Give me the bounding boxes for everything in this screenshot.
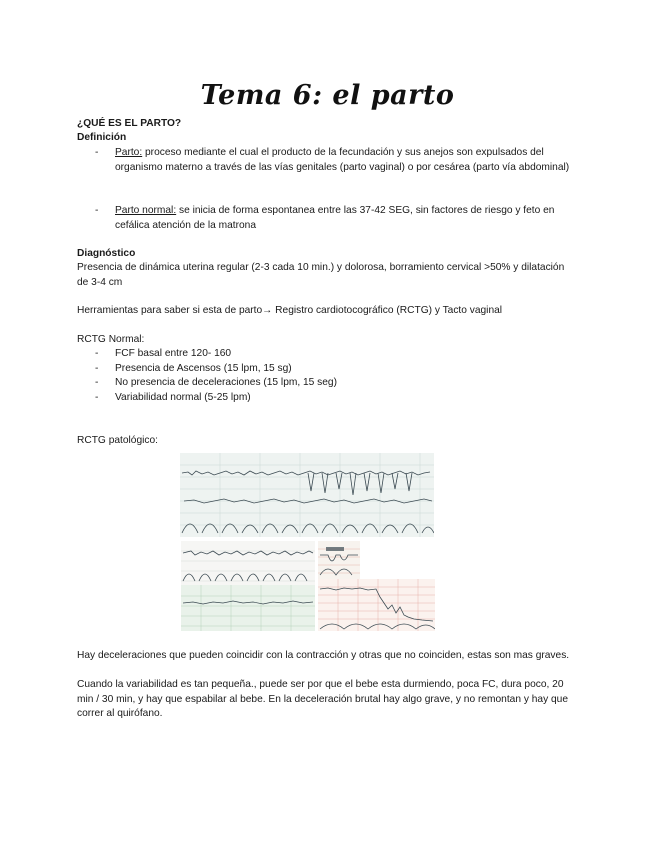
rctg-normal-item: Presencia de Ascensos (15 lpm, 15 sg): [115, 363, 292, 374]
rctg-normal-item: FCF basal entre 120- 160: [115, 348, 232, 359]
rctg-normal-item: No presencia de deceleraciones (15 lpm, 15 seg): [115, 377, 337, 388]
ctg-deceleration-image: [318, 579, 435, 631]
list-dash: -: [95, 363, 99, 374]
paragraph-decelerations: Hay deceleraciones que pueden coincidir con la contracción y otras que no coinciden, estas son mas graves.: [77, 650, 570, 661]
list-dash: -: [95, 348, 99, 359]
rctg-normal-item: Variabilidad normal (5-25 lpm): [115, 392, 251, 403]
ctg-trace-image: [181, 541, 315, 631]
rctg-normal-heading: RCTG Normal:: [77, 334, 145, 345]
page-title: Tema 6: el parto: [200, 80, 455, 111]
ctg-strip-image: [180, 453, 434, 537]
tools-text: Herramientas para saber si esta de parto→ Registro cardiotocográfico (RCTG) y Tacto vaginal: [77, 305, 503, 316]
section-question-heading: ¿QUÉ ES EL PARTO?: [77, 118, 182, 129]
diagnosis-text: Presencia de dinámica uterina regular (2-3 cada 10 min.) y dolorosa, borramiento cervical >50% y dilatación de 3-4 cm: [77, 262, 565, 288]
paragraph-variability: Cuando la variabilidad es tan pequeña., puede ser por que el bebe esta durmiendo, poca FC, dura poco, 20 min / 30 min, y hay que espabilar al bebe. En la deceleración brutal hay algo grave, y no remontan y hay que correr al quirófano.: [77, 679, 568, 720]
ctg-detail-image: [318, 541, 360, 579]
list-dash: -: [95, 205, 99, 216]
definition-parto: [115, 146, 585, 175]
rctg-pathologic-heading: RCTG patológico:: [77, 435, 158, 446]
definition-heading: Definición: [77, 132, 127, 143]
list-dash: -: [95, 392, 99, 403]
definition-parto-normal-text: se inicia de forma espontanea entre las 37-42 SEG, sin factores de riesgo y feto en cefálica atención de la matrona: [115, 205, 555, 231]
definition-parto-text: proceso mediante el cual el producto de la fecundación y sus anejos son expulsados del organismo materno a través de las vías genitales (parto vaginal) o por cesárea (parto vía abdominal): [115, 147, 570, 173]
list-dash: -: [95, 377, 99, 388]
term-parto: Parto:: [115, 147, 143, 158]
diagnosis-heading: Diagnóstico: [77, 248, 136, 259]
definition-parto-normal: [115, 204, 585, 233]
term-parto-normal: Parto normal:: [115, 205, 177, 216]
list-dash: -: [95, 147, 99, 158]
